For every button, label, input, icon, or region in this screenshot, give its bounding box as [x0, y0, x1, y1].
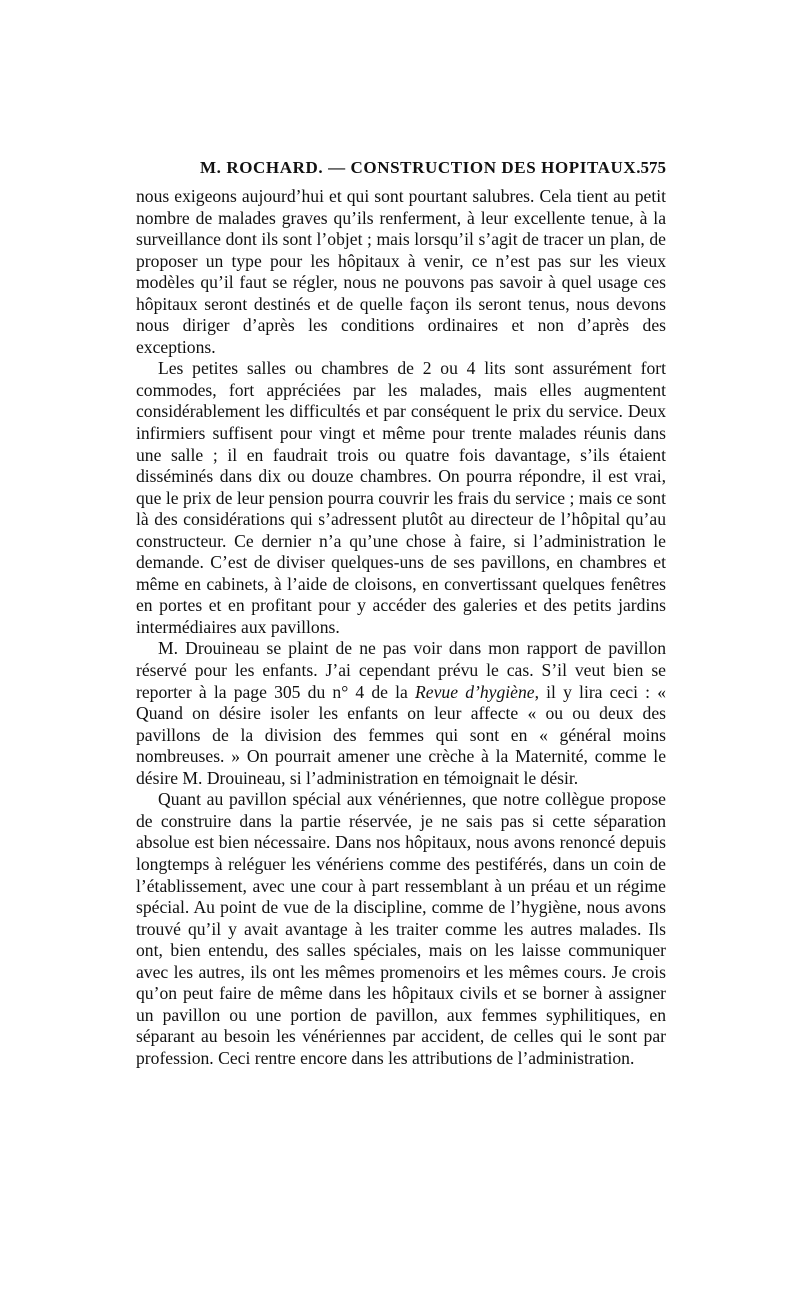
page-number: 575: [640, 158, 666, 177]
paragraph-small-rooms: Les petites salles ou chambres de 2 ou 4 lits sont assurément fort commodes, fort appréciées par les malades, mais elles augmentent considérablement les difficultés et par conséquent le prix du service. Deux infirmiers suffisent pour vingt et même pour trente malades réunis dans une salle ; il en faudrait trois ou quatre fois davantage, s’ils étaient disséminés dans dix ou douze chambres. On pourra répondre, il est vrai, que le prix de leur pension pourra couvrir les frais du service ; mais ce sont là des considérations qui s’adressent plutôt au directeur de l’hôpital qu’au constructeur. Ce dernier n’a qu’une chose à faire, si l’administration le demande. C’est de diviser quelques-uns de ses pavillons, en chambres et même en cabinets, à l’aide de cloisons, en convertissant quelques fenêtres en portes et en profitant pour y accéder des galeries et des petits jardins intermédiaires aux pavillons.: [136, 358, 666, 637]
page-header: [136, 158, 670, 182]
paragraph-text: , il y lira ceci : « Quand on désire isoler les enfants on leur affecte « ou ou deux des pavillons de la division des femmes qui sont en « général moins nombreuses. » On pourrait amener une crèche à la Maternité, comme le désire M. Drouineau, si l’administration en témoignait le désir.: [136, 681, 667, 788]
body-text: [136, 186, 666, 1069]
journal-title: Revue d’hygiène: [415, 681, 535, 702]
running-title: M. ROCHARD. — CONSTRUCTION DES HOPITAUX.: [200, 158, 642, 177]
paragraph-venereal-pavilion: Quant au pavillon spécial aux vénériennes, que notre collègue propose de construire dans la partie réservée, je ne sais pas si cette séparation absolue est bien nécessaire. Dans nos hôpitaux, nous avons renoncé depuis longtemps à reléguer les vénériens comme des pestiférés, dans un coin de l’établissement, avec une cour à part ressemblant à un préau et un régime spécial. Au point de vue de la discipline, comme de l’hygiène, nous avons trouvé qu’il y avait avantage à les traiter comme les autres malades. Ils ont, bien entendu, des salles spéciales, mais on les laisse communiquer avec les autres, ils ont les mêmes promenoirs et les mêmes cours. Je crois qu’on peut faire de même dans les hôpitaux civils et se borner à assigner un pavillon ou une portion de pavillon, aux femmes syphilitiques, en séparant au besoin les vénériennes par accident, de celles qui le sont par profession. Ceci rentre encore dans les attributions de l’administration.: [136, 789, 666, 1068]
paragraph-children-pavilion: [136, 638, 666, 789]
paragraph-text: M. Drouineau se plaint de ne pas voir dans mon rapport de pavillon réservé pour les enfants. J’ai cependant prévu le cas. S’il veut bien se reporter à la page 305 du n° 4 de la: [136, 638, 666, 702]
paragraph-continuation: nous exigeons aujourd’hui et qui sont pourtant salubres. Cela tient au petit nombre de malades graves qu’ils renferment, à leur excellente tenue, à la surveillance dont ils sont l’objet ; mais lorsqu’il s’agit de tracer un plan, de proposer un type pour les hôpitaux à venir, ce n’est pas sur les vieux modèles qu’il faut se régler, nous ne pouvons pas savoir à quel usage ces hôpitaux seront destinés et de quelle façon ils seront tenus, nous devons nous diriger d’après les conditions ordinaires et non d’après des exceptions.: [136, 186, 666, 357]
